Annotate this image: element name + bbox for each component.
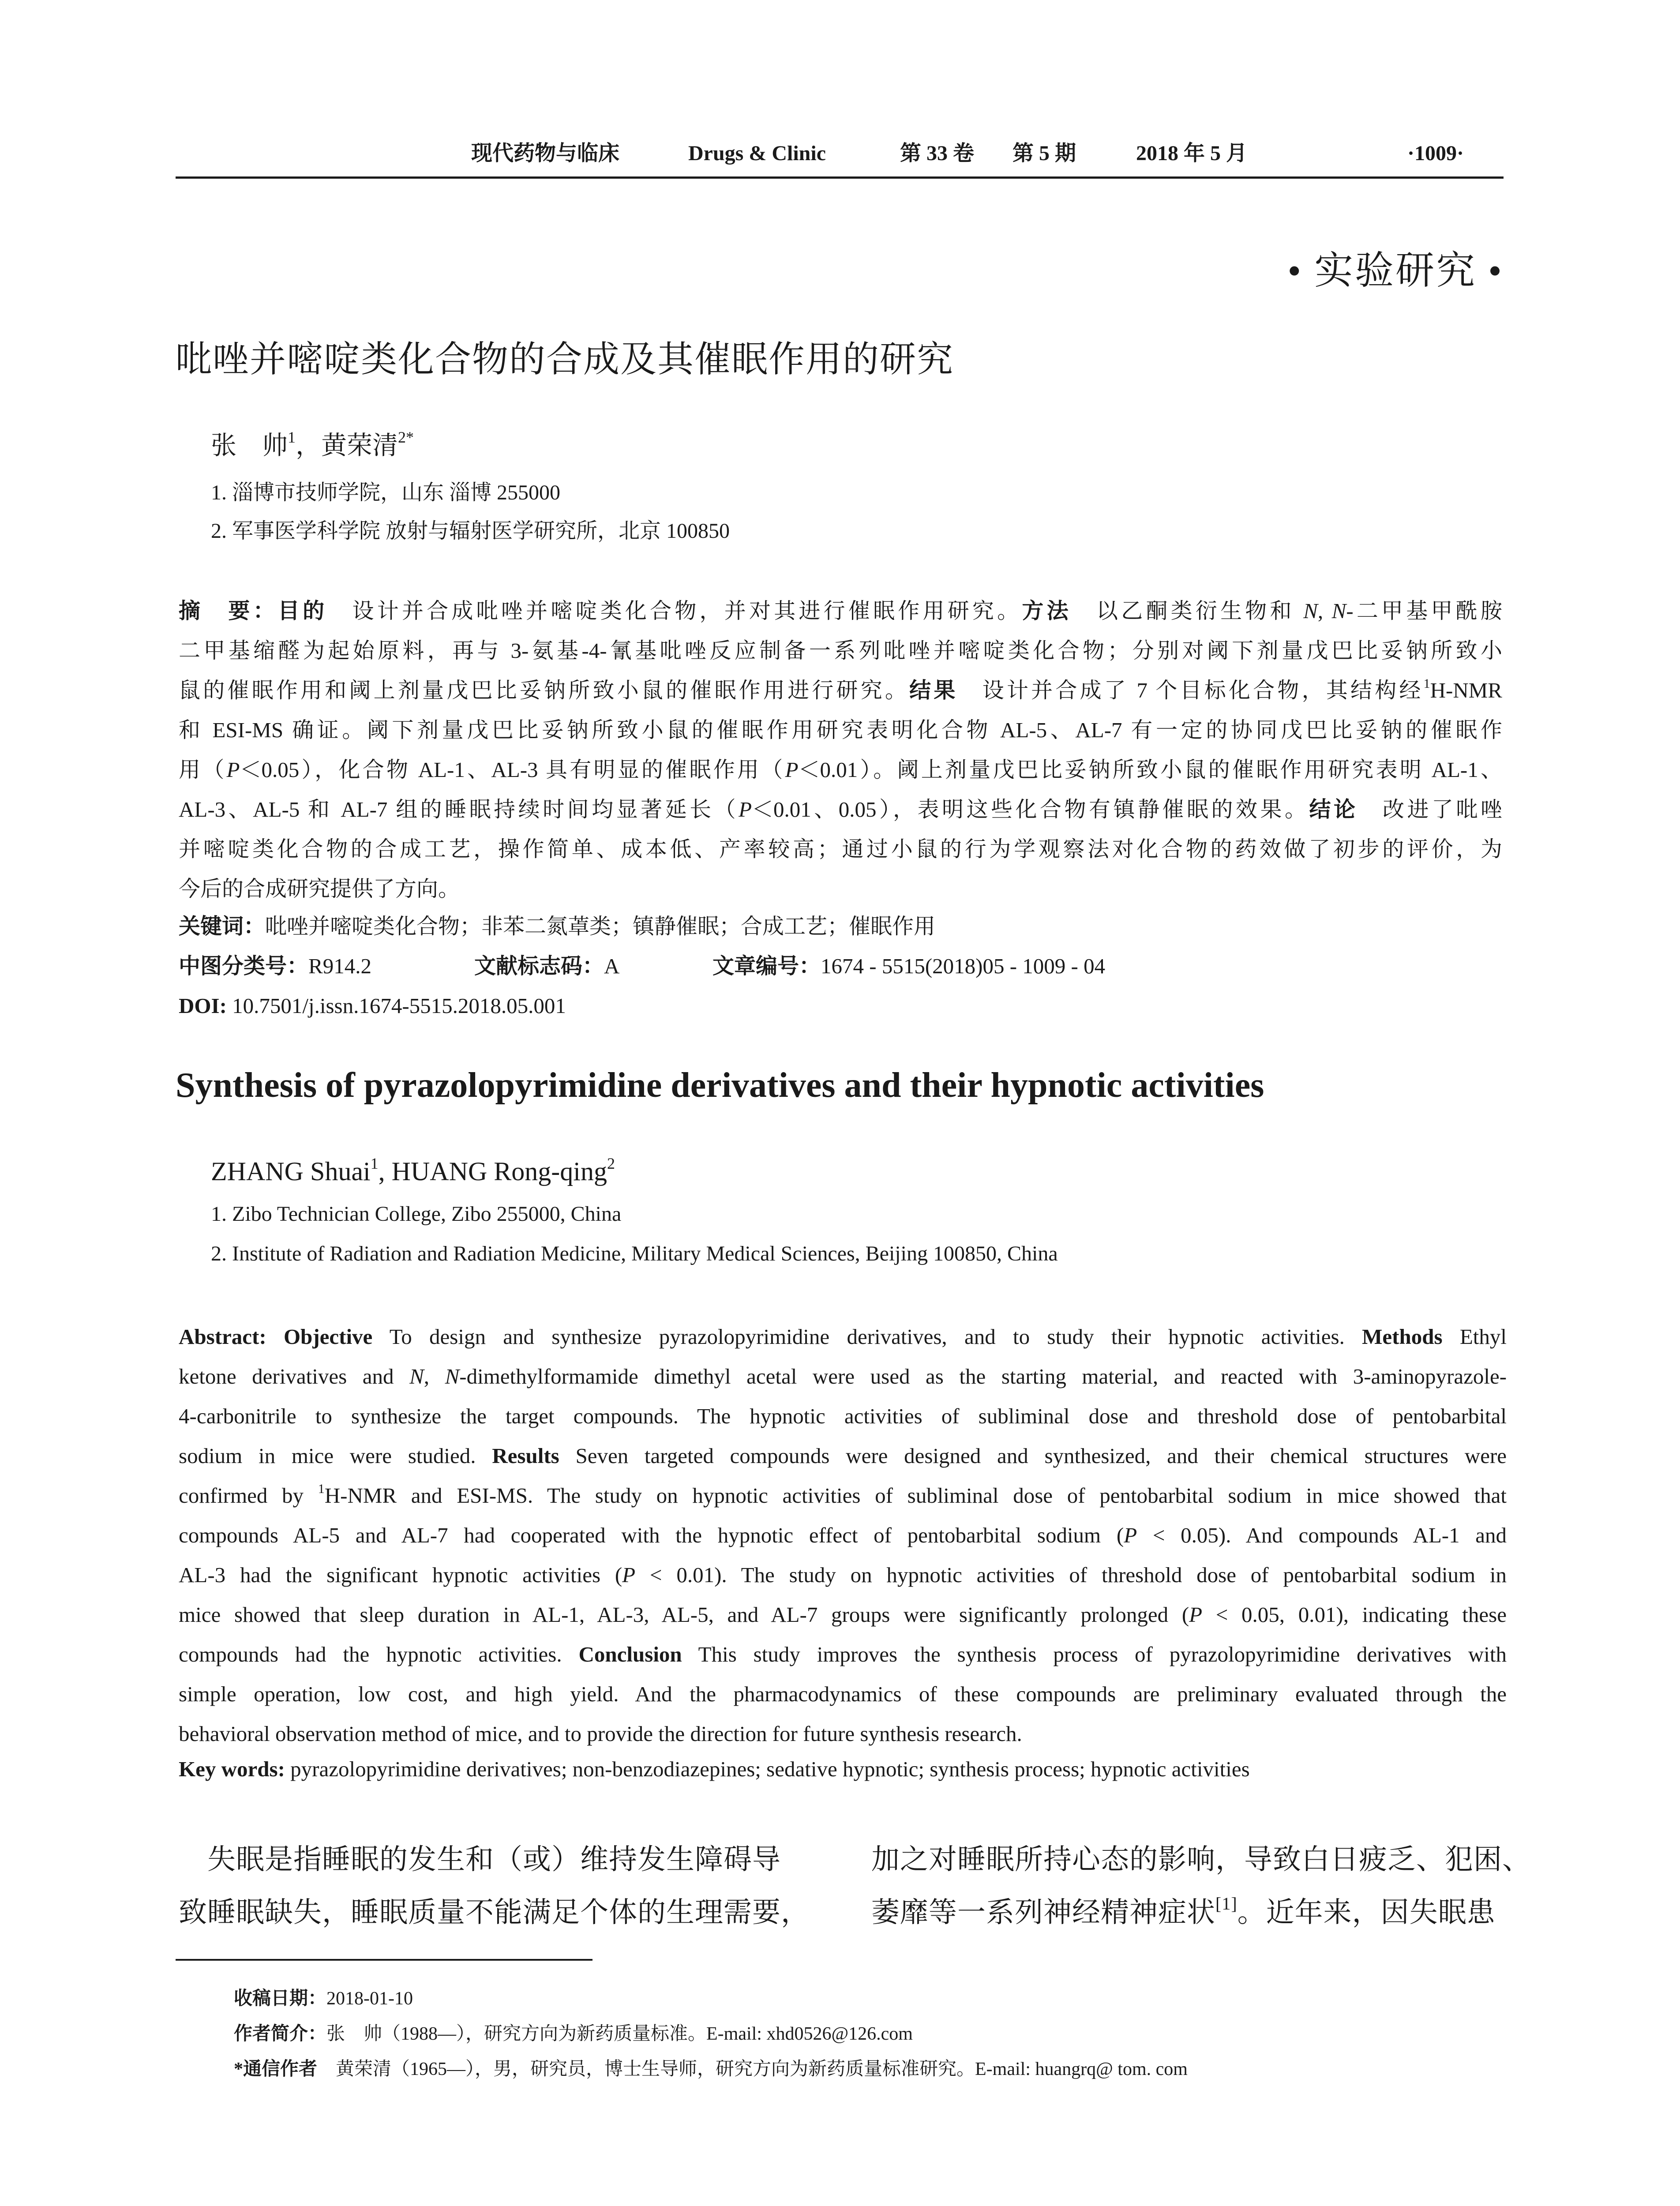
doi-value: 10.7501/j.issn.1674-5515.2018.05.001	[232, 994, 566, 1018]
en-abstract-text: compounds had the hypnotic activities.	[179, 1642, 562, 1666]
cn-author-1: 张 帅	[211, 431, 288, 460]
en-abstract	[179, 1317, 1507, 1754]
en-abstract-text: sodium in mice were studied.	[179, 1444, 476, 1468]
document-code	[474, 951, 619, 982]
body-right-line-2	[871, 1886, 1496, 1939]
en-results-label: Results	[492, 1444, 559, 1468]
cn-abstract-line: 和 ESI-MS 确证。阈下剂量戊巴比妥钠所致小鼠的催眠作用研究表明化合物 AL-5、AL-7 有一定的协同戊巴比妥钠的催眠作	[179, 718, 1502, 742]
en-conclusion-label: Conclusion	[578, 1642, 682, 1666]
en-abstract-line	[179, 1635, 1507, 1674]
clc-value: R914.2	[308, 954, 371, 978]
italic-p: P	[785, 758, 799, 782]
cn-author-1-sup: 1	[288, 428, 296, 446]
italic-p: P	[1124, 1523, 1137, 1547]
article-number-value: 1674 - 5515(2018)05 - 1009 - 04	[821, 954, 1106, 978]
cn-conclusion-label: 结论	[1309, 797, 1358, 822]
cn-author-sep: ，	[296, 431, 322, 460]
cn-abstract-line	[179, 750, 1502, 790]
document-code-value: A	[604, 954, 620, 978]
en-title: Synthesis of pyrazolopyrimidine derivatives and their hypnotic activities	[176, 1066, 1264, 1105]
cn-abstract-text: 改进了吡唑	[1382, 797, 1502, 822]
en-abstract-text: ketone derivatives and	[179, 1364, 394, 1388]
journal-volume: 第 33 卷	[900, 142, 975, 165]
en-abstract-line	[179, 1595, 1507, 1635]
cn-abstract-line	[179, 790, 1502, 829]
journal-date: 2018 年 5 月	[1136, 142, 1248, 165]
cn-abstract-text: 设计并合成了 7 个目标化合物，其结构经	[982, 678, 1424, 702]
en-abstract-text: This study improves the synthesis process of pyrazolopyrimidine derivatives with	[698, 1642, 1507, 1666]
cn-abstract-text: ＜0.01）。阈上剂量戊巴比妥钠所致小鼠的催眠作用研究表明 AL-1、	[798, 758, 1502, 782]
cn-abstract-text: AL-3、AL-5 和 AL-7 组的睡眠持续时间均显著延长（	[179, 797, 739, 822]
en-abstract-text: Ethyl	[1459, 1324, 1507, 1349]
citation-ref[interactable]: [1]	[1215, 1894, 1238, 1913]
cn-abstract-line	[179, 671, 1502, 710]
cn-author-2-sup: 2*	[398, 428, 414, 446]
doi	[179, 990, 566, 1021]
en-abstract-text: < 0.05). And compounds AL-1 and	[1137, 1523, 1507, 1547]
italic-n: N	[409, 1364, 424, 1388]
italic-n: N	[445, 1364, 460, 1388]
doi-label: DOI:	[179, 994, 227, 1018]
en-author-2: HUANG Rong-qing	[391, 1157, 607, 1186]
page-number: ·1009·	[1407, 142, 1464, 165]
cn-author-2: 黄荣清	[321, 431, 398, 460]
italic-p: P	[226, 758, 240, 782]
en-abstract-line	[179, 1357, 1507, 1396]
body-left-line-1: 失眠是指睡眠的发生和（或）维持发生障碍导	[179, 1844, 781, 1875]
en-abstract-text: compounds AL-5 and AL-7 had cooperated with the hypnotic effect of pentobarbital sodium (	[179, 1523, 1124, 1547]
cn-results-label: 结果	[909, 678, 958, 702]
article-number	[712, 951, 1105, 982]
journal-name-en: Drugs & Clinic	[688, 142, 826, 165]
en-authors	[211, 1154, 615, 1189]
body-right-line-1: 加之对睡眠所持心态的影响，导致白日疲乏、犯困、	[871, 1844, 1531, 1875]
journal-name-cn: 现代药物与临床	[471, 142, 620, 165]
en-affiliation-1: 1. Zibo Technician College, Zibo 255000, China	[211, 1202, 622, 1226]
document-code-label: 文献标志码：	[474, 954, 604, 978]
journal-issue: 第 5 期	[1012, 142, 1076, 165]
superscript-1: 1	[318, 1482, 325, 1496]
footnote-corresponding	[234, 2056, 1188, 2082]
en-abstract-line	[179, 1436, 1507, 1476]
footnote-received	[234, 1985, 413, 2012]
en-author-1: ZHANG Shuai	[211, 1157, 371, 1186]
italic-n: N	[1303, 599, 1318, 623]
cn-affiliation-2: 2. 军事医学科学院 放射与辐射医学研究所，北京 100850	[211, 519, 730, 543]
en-abstract-line	[179, 1476, 1507, 1516]
body-left-line-2: 致睡眠缺失，睡眠质量不能满足个体的生理需要，	[179, 1897, 810, 1928]
footnote-corr-value: 黄荣清（1965—），男，研究员，博士生导师，研究方向为新药质量标准研究。E-mail: huangrq@ tom. com	[317, 2059, 1188, 2079]
footnote-received-label: 收稿日期：	[234, 1988, 327, 2009]
en-abstract-line: 4-carbonitrile to synthesize the target compounds. The hypnotic activities of subliminal dose and threshold dose of pentobarbital	[179, 1404, 1507, 1428]
section-tag: • 实验研究 •	[1287, 250, 1504, 293]
en-abstract-text: ,	[424, 1364, 445, 1388]
en-abstract-line: behavioral observation method of mice, and to provide the direction for future synthesis research.	[179, 1722, 1022, 1746]
cn-abstract-line: 二甲基缩醛为起始原料，再与 3-氨基-4-氰基吡唑反应制备一系列吡唑并嘧啶类化合物；分别对阈下剂量戊巴比妥钠所致小	[179, 638, 1502, 663]
en-abstract-text: Seven targeted compounds were designed and synthesized, and their chemical structures were	[575, 1444, 1507, 1468]
en-abstract-text: mice showed that sleep duration in AL-1, AL-3, AL-5, and AL-7 groups were significantly prolonged (	[179, 1602, 1189, 1627]
italic-p: P	[739, 797, 752, 822]
clc-number	[179, 951, 371, 982]
body-text: 。近年来，因失眠患	[1237, 1897, 1496, 1928]
cn-abstract-text: 用（	[179, 758, 227, 782]
en-author-2-sup: 2	[607, 1155, 615, 1172]
en-abstract-text: < 0.05, 0.01), indicating these	[1202, 1602, 1507, 1627]
cn-abstract-text: 设计并合成吡唑并嘧啶类化合物，并对其进行催眠作用研究。	[352, 599, 1022, 623]
cn-abstract-text: ＜0.01、0.05），表明这些化合物有镇静催眠的效果。	[752, 797, 1309, 822]
article-number-label: 文章编号：	[712, 954, 821, 978]
en-abstract-text: < 0.01). The study on hypnotic activities of threshold dose of pentobarbital sodium in	[635, 1563, 1507, 1587]
en-abstract-line	[179, 1555, 1507, 1595]
header-rule	[176, 176, 1504, 179]
cn-keywords	[179, 911, 935, 942]
clc-label: 中图分类号：	[179, 954, 309, 978]
footnote-author-bio	[234, 2021, 913, 2047]
cn-abstract-text: -二甲基甲酰胺	[1346, 599, 1502, 623]
en-affiliation-2: 2. Institute of Radiation and Radiation Medicine, Military Medical Sciences, Beijing 100850, China	[211, 1242, 1058, 1265]
en-abstract-text: confirmed by	[179, 1483, 304, 1508]
cn-affiliation-1: 1. 淄博市技师学院，山东 淄博 255000	[211, 481, 561, 504]
en-author-sep: ,	[378, 1157, 392, 1186]
cn-keywords-label: 关键词：	[179, 914, 266, 938]
superscript-1: 1	[1423, 676, 1430, 691]
footnote-rule	[176, 1959, 592, 1961]
en-abstract-line: simple operation, low cost, and high yield. And the pharmacodynamics of these compounds are preliminary evaluated through the	[179, 1682, 1507, 1706]
footnote-bio-label: 作者简介：	[234, 2024, 327, 2044]
cn-abstract-text: 以乙酮类衍生物和	[1096, 599, 1295, 623]
en-keywords-label: Key words:	[179, 1757, 285, 1781]
body-text: 萎靡等一系列神经精神症状	[871, 1897, 1215, 1928]
footnote-bio-value: 张 帅（1988—），研究方向为新药质量标准。E-mail: xhd0526@126.com	[326, 2024, 913, 2044]
cn-authors	[211, 428, 414, 463]
cn-abstract-text: ,	[1317, 599, 1332, 623]
cn-abstract	[179, 591, 1502, 909]
cn-abstract-text: H-NMR	[1430, 678, 1502, 702]
cn-abstract-label: 摘 要：	[179, 599, 278, 623]
en-abstract-text: To design and synthesize pyrazolopyrimidine derivatives, and to study their hypnotic activities.	[389, 1324, 1345, 1349]
cn-abstract-line: 并嘧啶类化合物的合成工艺，操作简单、成本低、产率较高；通过小鼠的行为学观察法对化合物的药效做了初步的评价，为	[179, 837, 1502, 861]
italic-p: P	[1189, 1602, 1203, 1627]
en-author-1-sup: 1	[370, 1155, 379, 1172]
footnote-received-value: 2018-01-10	[326, 1988, 413, 2009]
en-methods-label: Methods	[1362, 1324, 1443, 1349]
footnote-corr-label: *通信作者	[234, 2059, 318, 2079]
en-abstract-line	[179, 1516, 1507, 1555]
cn-abstract-line	[179, 591, 1502, 631]
cn-methods-label: 方法	[1022, 599, 1072, 623]
cn-abstract-text: 鼠的催眠作用和阈上剂量戊巴比妥钠所致小鼠的催眠作用进行研究。	[179, 678, 910, 702]
en-keywords-text: pyrazolopyrimidine derivatives; non-benzodiazepines; sedative hypnotic; synthesis process; hypnotic activities	[290, 1757, 1250, 1781]
italic-p: P	[622, 1563, 636, 1587]
cn-abstract-line: 今后的合成研究提供了方向。	[179, 877, 460, 901]
cn-objective-label: 目的	[278, 599, 328, 623]
cn-keywords-text: 吡唑并嘧啶类化合物；非苯二氮䓬类；镇静催眠；合成工艺；催眠作用	[265, 914, 936, 938]
en-abstract-text: H-NMR and ESI-MS. The study on hypnotic activities of subliminal dose of pentobarbital sodium in mice showed that	[324, 1483, 1507, 1508]
cn-abstract-text: ＜0.05），化合物 AL-1、AL-3 具有明显的催眠作用（	[240, 758, 785, 782]
italic-n: N	[1331, 599, 1346, 623]
en-abstract-label: Abstract: Objective	[179, 1324, 373, 1349]
en-keywords	[179, 1754, 1250, 1785]
en-abstract-text: -dimethylformamide dimethyl acetal were used as the starting material, and reacted with 3-aminopyrazole-	[459, 1364, 1507, 1388]
en-abstract-line	[179, 1317, 1507, 1357]
en-abstract-text: AL-3 had the significant hypnotic activities (	[179, 1563, 622, 1587]
cn-title: 吡唑并嘧啶类化合物的合成及其催眠作用的研究	[176, 339, 954, 379]
